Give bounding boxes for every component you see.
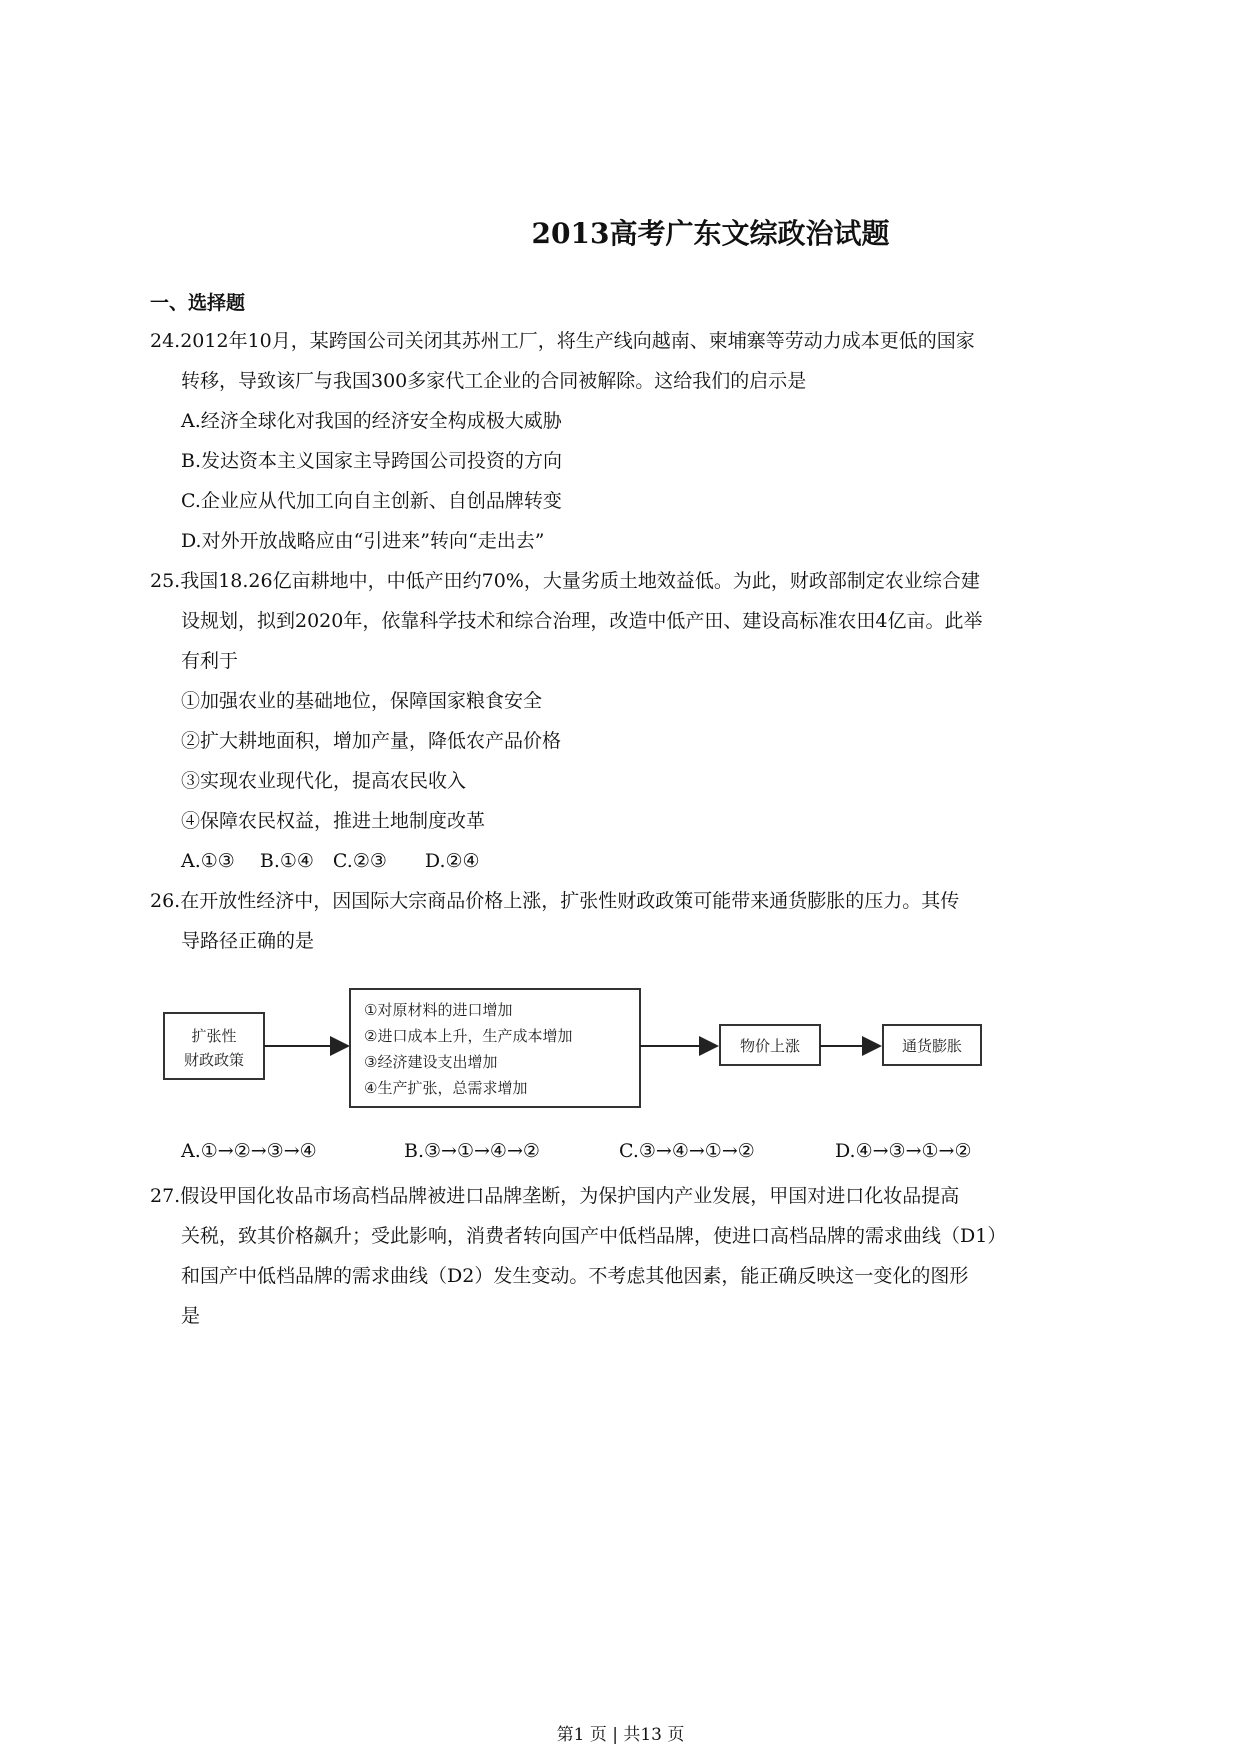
q25-item-4: ④保障农民权益，推进土地制度改革 <box>181 810 486 832</box>
diagram-step-2: ②进口成本上升，生产成本增加 <box>364 1027 573 1045</box>
diagram-node-inflation-label: 通货膨胀 <box>901 1037 963 1055</box>
diagram-step-1: ①对原材料的进口增加 <box>364 1001 513 1019</box>
q24-line-1: 24.2012年10月，某跨国公司关闭其苏州工厂，将生产线向越南、柬埔寨等劳动力成本更低的国家 <box>150 330 975 352</box>
q25-line-3: 有利于 <box>181 650 239 672</box>
q27-line-3: 和国产中低档品牌的需求曲线（D2）发生变动。不考虑其他因素，能正确反映这一变化的图形 <box>181 1265 969 1287</box>
q25-options: A.①③ B.①④ C.②③ D.②④ <box>181 850 480 872</box>
q24-option-b: B.发达资本主义国家主导跨国公司投资的方向 <box>181 450 563 472</box>
q26-option-b: B.③→①→④→② <box>404 1140 540 1162</box>
q26-line-1: 26.在开放性经济中，因国际大宗商品价格上涨，扩张性财政政策可能带来通货膨胀的压力。其传 <box>150 890 960 912</box>
q27-line-4: 是 <box>181 1305 201 1327</box>
page-title: 2013高考广东文综政治试题 <box>531 217 890 250</box>
diagram-node-price-label: 物价上涨 <box>739 1037 801 1055</box>
diagram-node-policy-line1: 扩张性 <box>191 1027 237 1045</box>
q24-option-c: C.企业应从代加工向自主创新、自创品牌转变 <box>181 490 562 512</box>
q24-line-2: 转移，导致该厂与我国300多家代工企业的合同被解除。这给我们的启示是 <box>181 370 807 392</box>
q26-option-a: A.①→②→③→④ <box>181 1140 317 1162</box>
diagram-node-policy-line2: 财政政策 <box>183 1051 245 1069</box>
q25-line-1: 25.我国18.26亿亩耕地中，中低产田约70%，大量劣质土地效益低。为此，财政部制定农业综合建 <box>150 570 980 592</box>
q26-options <box>181 1140 972 1162</box>
section-heading: 一、选择题 <box>150 292 246 314</box>
q27-line-1: 27.假设甲国化妆品市场高档品牌被进口品牌垄断，为保护国内产业发展，甲国对进口化妆品提高 <box>150 1185 960 1207</box>
q24-option-a: A.经济全球化对我国的经济安全构成极大威胁 <box>181 410 562 432</box>
q26-option-d: D.④→③→①→② <box>835 1140 972 1162</box>
q25-item-2: ②扩大耕地面积，增加产量，降低农产品价格 <box>181 730 562 752</box>
diagram-node-policy <box>164 1013 264 1079</box>
q26-line-2: 导路径正确的是 <box>181 930 315 952</box>
diagram-step-3: ③经济建设支出增加 <box>364 1053 498 1071</box>
q25-line-2: 设规划，拟到2020年，依靠科学技术和综合治理，改造中低产田、建设高标准农田4亿亩。此举 <box>181 610 983 632</box>
q25-item-1: ①加强农业的基础地位，保障国家粮食安全 <box>181 690 543 712</box>
q24-option-d: D.对外开放战略应由“引进来”转向“走出去” <box>181 530 545 552</box>
q25-item-3: ③实现农业现代化，提高农民收入 <box>181 770 467 792</box>
q26-option-c: C.③→④→①→② <box>619 1140 755 1162</box>
transmission-diagram <box>150 985 990 1125</box>
q27-line-2: 关税，致其价格飙升；受此影响，消费者转向国产中低档品牌，使进口高档品牌的需求曲线（D1） <box>181 1225 1007 1247</box>
diagram-step-4: ④生产扩张，总需求增加 <box>364 1079 528 1097</box>
page-footer: 第1 页 | 共13 页 <box>556 1725 685 1745</box>
